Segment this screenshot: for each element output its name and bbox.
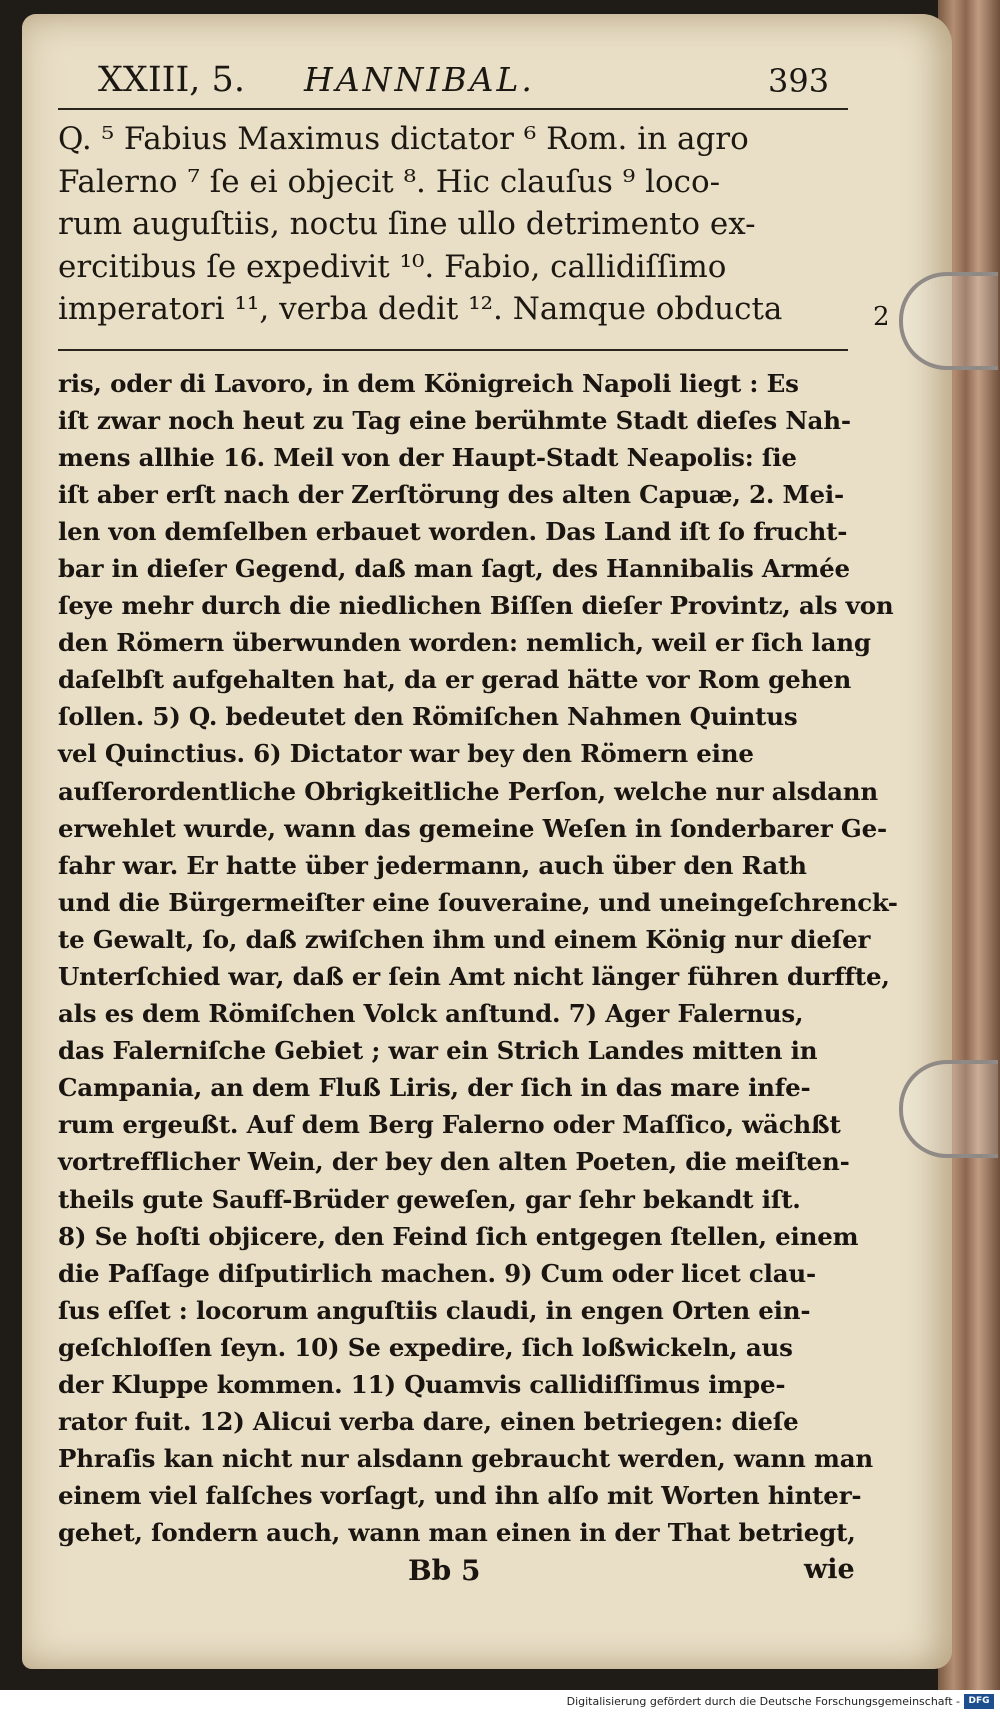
note-line: vortrefflicher Wein, der bey den alten Poeten, die meiſten-	[58, 1147, 850, 1177]
running-title: HANNIBAL.	[304, 60, 535, 99]
note-line: rum ergeußt. Auf dem Berg Falerno oder Maſſico, wächßt	[58, 1110, 841, 1140]
note-line: ſollen. 5) Q. bedeutet den Römiſchen Nahmen Quintus	[58, 702, 798, 732]
note-line: als es dem Römiſchen Volck anſtund. 7) Ager Falernus,	[58, 999, 804, 1029]
note-line: einem viel falſches vorſagt, und ihn alſo mit Worten hinter-	[58, 1481, 862, 1511]
note-line: daſelbſt aufgehalten hat, da er gerad hätte vor Rom gehen	[58, 665, 852, 695]
note-line: theils gute Sauff-Brüder geweſen, gar ſehr bekandt iſt.	[58, 1184, 801, 1214]
signature-mark: Bb 5	[408, 1553, 481, 1587]
note-line: ris, oder di Lavoro, in dem Königreich Napoli liegt : Es	[58, 368, 799, 398]
note-line: 8) Se hoſti objicere, den Feind ſich entgegen ſtellen, einem	[58, 1221, 859, 1251]
note-line: iſt zwar noch heut zu Tag eine berühmte Stadt dieſes Nah-	[58, 405, 851, 435]
note-line: ſeye mehr durch die niedlichen Biſſen dieſer Provintz, als von	[58, 591, 894, 621]
page-content	[58, 60, 898, 1594]
note-line: das Falerniſche Gebiet ; war ein Strich Landes mitten in	[58, 1036, 818, 1066]
note-line: Campania, an dem Fluß Liris, der ſich in das mare infe-	[58, 1073, 811, 1103]
header-rule	[58, 108, 848, 110]
note-line: vel Quinctius. 6) Dictator war bey den Römern eine	[58, 739, 754, 769]
note-line: geſchloſſen ſeyn. 10) Se expedire, ſich loßwickeln, aus	[58, 1332, 793, 1362]
dfg-logo-icon: DFG	[964, 1694, 994, 1709]
note-line: Phraſis kan nicht nur alsdann gebraucht werden, wann man	[58, 1444, 874, 1474]
page-clip-bottom	[899, 1060, 998, 1158]
note-line: rator fuit. 12) Alicui verba dare, einen betriegen: dieſe	[58, 1407, 799, 1437]
note-line: erwehlet wurde, wann das gemeine Weſen in ſonderbarer Ge-	[58, 813, 887, 843]
note-line: mens allhie 16. Meil von der Haupt-Stadt Neapolis: ſie	[58, 442, 797, 472]
latin-line: Q. ⁵ Fabius Maximus dictator ⁶ Rom. in agro	[58, 121, 749, 157]
latin-line: imperatori ¹¹, verba dedit ¹². Namque obducta	[58, 291, 783, 327]
note-line: fahr war. Er hatte über jedermann, auch über den Rath	[58, 850, 807, 880]
note-line: ſus eſſet : locorum anguſtiis claudi, in engen Orten ein-	[58, 1295, 811, 1325]
latin-text	[58, 118, 890, 332]
note-line: len von demſelben erbauet worden. Das Land iſt ſo frucht-	[58, 516, 848, 546]
catchword: wie	[804, 1553, 855, 1585]
latin-line: ercitibus ſe expedivit ¹⁰. Fabio, callidiſſimo	[58, 248, 727, 285]
note-line: den Römern überwunden worden: nemlich, weil er ſich lang	[58, 628, 871, 658]
footnotes	[58, 365, 898, 1552]
latin-line: Falerno ⁷ ſe ei objecit ⁸. Hic clauſus ⁹ loco-	[58, 163, 721, 200]
digitization-credit: Digitalisierung gefördert durch die Deutsche Forschungsgemeinschaft -	[566, 1695, 960, 1708]
note-line: und die Bürgermeiſter eine ſouveraine, und uneingeſchrenck-	[58, 887, 898, 917]
note-line: der Kluppe kommen. 11) Quamvis callidiſſimus impe-	[58, 1370, 786, 1400]
latin-line: rum auguſtiis, noctu ſine ullo detrimento ex-	[58, 206, 756, 242]
page-number: 393	[768, 62, 830, 100]
note-line: bar in dieſer Gegend, daß man ſagt, des Hannibalis Armée	[58, 553, 850, 583]
note-line: iſt aber erſt nach der Zerſtörung des alten Capuæ, 2. Mei-	[58, 479, 844, 509]
note-line: te Gewalt, ſo, daß zwiſchen ihm und einem König nur dieſer	[58, 924, 871, 954]
running-header	[58, 60, 848, 108]
note-line: die Paſſage diſputirlich machen. 9) Cum oder licet clau-	[58, 1258, 816, 1288]
note-line: gehet, ſondern auch, wann man einen in der That betriegt,	[58, 1518, 856, 1548]
digitization-bar	[0, 1690, 1000, 1715]
page-footer	[58, 1553, 855, 1594]
note-line: auſſerordentliche Obrigkeitliche Perſon, welche nur alsdann	[58, 776, 879, 806]
chapter-section: XXIII, 5.	[98, 60, 245, 100]
note-line: Unterſchied war, daß er ſein Amt nicht länger führen durffte,	[58, 962, 890, 991]
marginal-number: 2	[873, 302, 890, 332]
page-clip-top	[899, 272, 998, 370]
notes-rule	[58, 349, 848, 351]
